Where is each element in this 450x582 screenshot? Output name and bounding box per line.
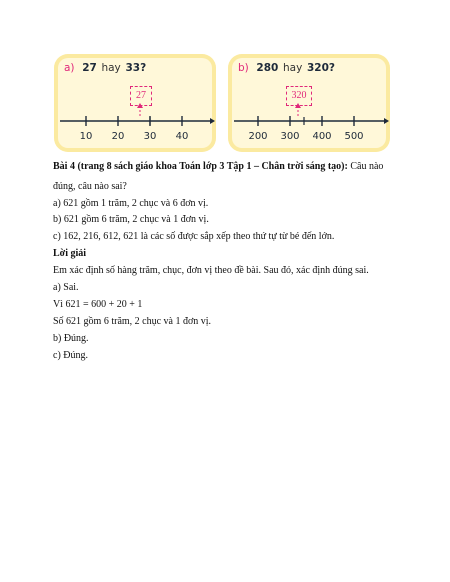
panel-a-qmark: ? <box>140 62 147 74</box>
panel-b-tick-label: 300 <box>280 131 300 142</box>
panel-a-letter: a) <box>64 62 75 74</box>
number-line-panel-a <box>54 54 216 152</box>
panel-b-answer-box: 320 <box>286 86 312 106</box>
exercise-question <box>53 160 430 173</box>
panel-a-axis-arrow <box>210 118 215 124</box>
panel-b-word: hay <box>283 62 303 74</box>
solution-line-5: b) Đúng. <box>53 333 89 344</box>
solution-line-2: a) Sai. <box>53 282 79 293</box>
panel-b-tick-label: 400 <box>312 131 332 142</box>
panel-b-tick-label: 200 <box>248 131 268 142</box>
panel-b-qmark: ? <box>328 62 335 74</box>
panel-a-tick-label: 20 <box>111 131 125 142</box>
panel-b-letter: b) <box>238 62 249 74</box>
panel-b-arrow-head <box>295 103 301 108</box>
panel-b-tick-label: 500 <box>344 131 364 142</box>
solution-line-6: c) Đúng. <box>53 350 88 361</box>
panel-b-num2: 320 <box>306 62 329 74</box>
exercise-heading: Bài 4 (trang 8 sách giáo khoa Toán lớp 3 Tập 1 – Chân trời sáng tạo): <box>53 161 348 172</box>
panel-a-word: hay <box>101 62 121 74</box>
solution-heading: Lời giải <box>53 248 87 259</box>
exercise-question-part1: Câu nào <box>350 161 384 172</box>
exercise-question-part2: đúng, câu nào sai? <box>53 181 127 192</box>
panel-a-num1: 27 <box>82 62 97 74</box>
panel-a-number-line <box>54 54 216 152</box>
solution-line-4: Số 621 gồm 6 trăm, 2 chục và 1 đơn vị. <box>53 316 212 327</box>
solution-line-3: Vì 621 = 600 + 20 + 1 <box>53 299 143 310</box>
exercise-item-a: a) 621 gồm 1 trăm, 2 chục và 6 đơn vị. <box>53 198 209 209</box>
exercise-item-c: c) 162, 216, 612, 621 là các số được sắp xếp theo thứ tự từ bé đến lớn. <box>53 231 335 242</box>
number-line-panel-b <box>228 54 390 152</box>
panel-b-number-line <box>228 54 390 152</box>
panel-b-num1: 280 <box>256 62 279 74</box>
panel-a-tick-label: 10 <box>79 131 93 142</box>
panel-b-axis-arrow <box>384 118 389 124</box>
panel-a-tick-label: 30 <box>143 131 157 142</box>
exercise-item-b: b) 621 gồm 6 trăm, 2 chục và 1 đơn vị. <box>53 214 209 225</box>
panel-a-tick-label: 40 <box>175 131 189 142</box>
panel-a-arrow-head <box>137 103 143 108</box>
panel-a-answer-box: 27 <box>130 86 152 106</box>
panel-a-num2: 33 <box>125 62 141 74</box>
solution-line-1: Em xác định số hàng trăm, chục, đơn vị theo đề bài. Sau đó, xác định đúng sai. <box>53 265 369 276</box>
